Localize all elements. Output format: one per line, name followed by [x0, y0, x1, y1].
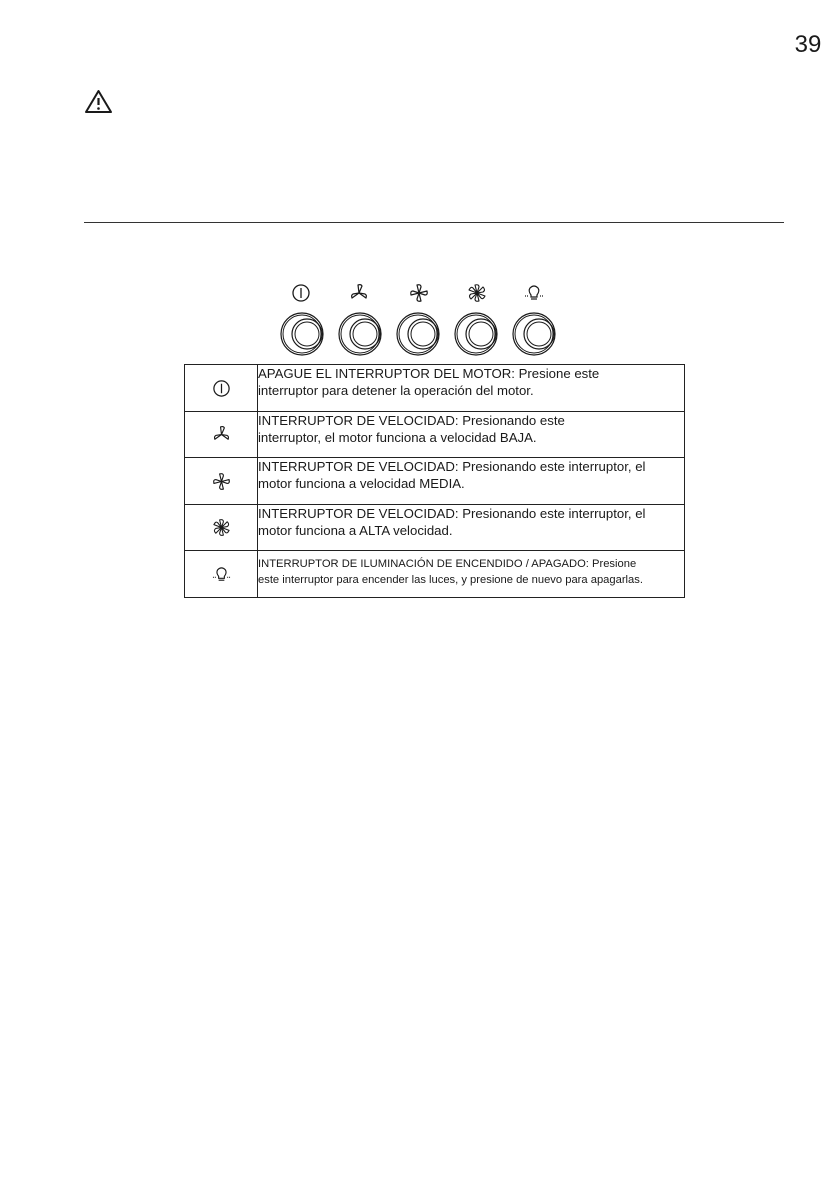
- light-button-knob: [512, 310, 560, 358]
- power-button-knob: [280, 310, 328, 358]
- legend-text-line: motor funciona a velocidad MEDIA.: [258, 476, 465, 491]
- power-off-icon: [212, 379, 231, 398]
- legend-text-line: interruptor, el motor funciona a velocidad BAJA.: [258, 430, 537, 445]
- legend-symbol-cell: [185, 412, 258, 458]
- legend-row-power: [185, 365, 685, 412]
- low-speed-button-knob: [338, 310, 386, 358]
- high-speed-button-knob: [454, 310, 502, 358]
- legend-symbol-cell: [185, 365, 258, 412]
- fan-low-speed-icon: [212, 425, 231, 444]
- light-bulb-icon: [524, 283, 544, 303]
- legend-description: [258, 458, 685, 505]
- legend-text-line: este interruptor para encender las luces, y presione de nuevo para apagarlas.: [258, 574, 643, 586]
- legend-text-line: INTERRUPTOR DE VELOCIDAD: Presionando este interruptor, el: [258, 459, 646, 474]
- control-panel-symbols: [277, 283, 567, 307]
- legend-text-line: INTERRUPTOR DE ILUMINACIÓN DE ENCENDIDO / APAGADO: Presione: [258, 558, 637, 570]
- control-panel-buttons: [280, 310, 570, 358]
- legend-description: [258, 551, 685, 598]
- legend-symbol-cell: [185, 458, 258, 505]
- legend-text-line: INTERRUPTOR DE VELOCIDAD: Presionando este: [258, 413, 565, 428]
- warning-triangle-icon: [84, 89, 113, 114]
- legend-description: [258, 505, 685, 551]
- section-divider: [84, 222, 784, 223]
- fan-low-speed-icon: [349, 283, 369, 303]
- legend-description: [258, 412, 685, 458]
- legend-symbol-cell: [185, 505, 258, 551]
- legend-text-line: motor funciona a ALTA velocidad.: [258, 523, 453, 538]
- fan-medium-speed-icon: [212, 472, 231, 491]
- fan-high-speed-icon: [212, 518, 231, 537]
- legend-row-light: [185, 551, 685, 598]
- legend-text-line: APAGUE EL INTERRUPTOR DEL MOTOR: Presione este: [258, 366, 600, 381]
- legend-row-low-speed: [185, 412, 685, 458]
- legend-text-line: INTERRUPTOR DE VELOCIDAD: Presionando este interruptor, el: [258, 506, 646, 521]
- medium-speed-button-knob: [396, 310, 444, 358]
- fan-medium-speed-icon: [409, 283, 429, 303]
- control-legend-table: [184, 364, 685, 598]
- light-bulb-icon: [212, 565, 231, 584]
- fan-high-speed-icon: [467, 283, 487, 303]
- legend-description: [258, 365, 685, 412]
- legend-symbol-cell: [185, 551, 258, 598]
- page-number: 39: [794, 31, 822, 58]
- legend-text-line: interruptor para detener la operación del motor.: [258, 383, 534, 398]
- legend-row-medium-speed: [185, 458, 685, 505]
- power-off-icon: [291, 283, 311, 303]
- legend-row-high-speed: [185, 505, 685, 551]
